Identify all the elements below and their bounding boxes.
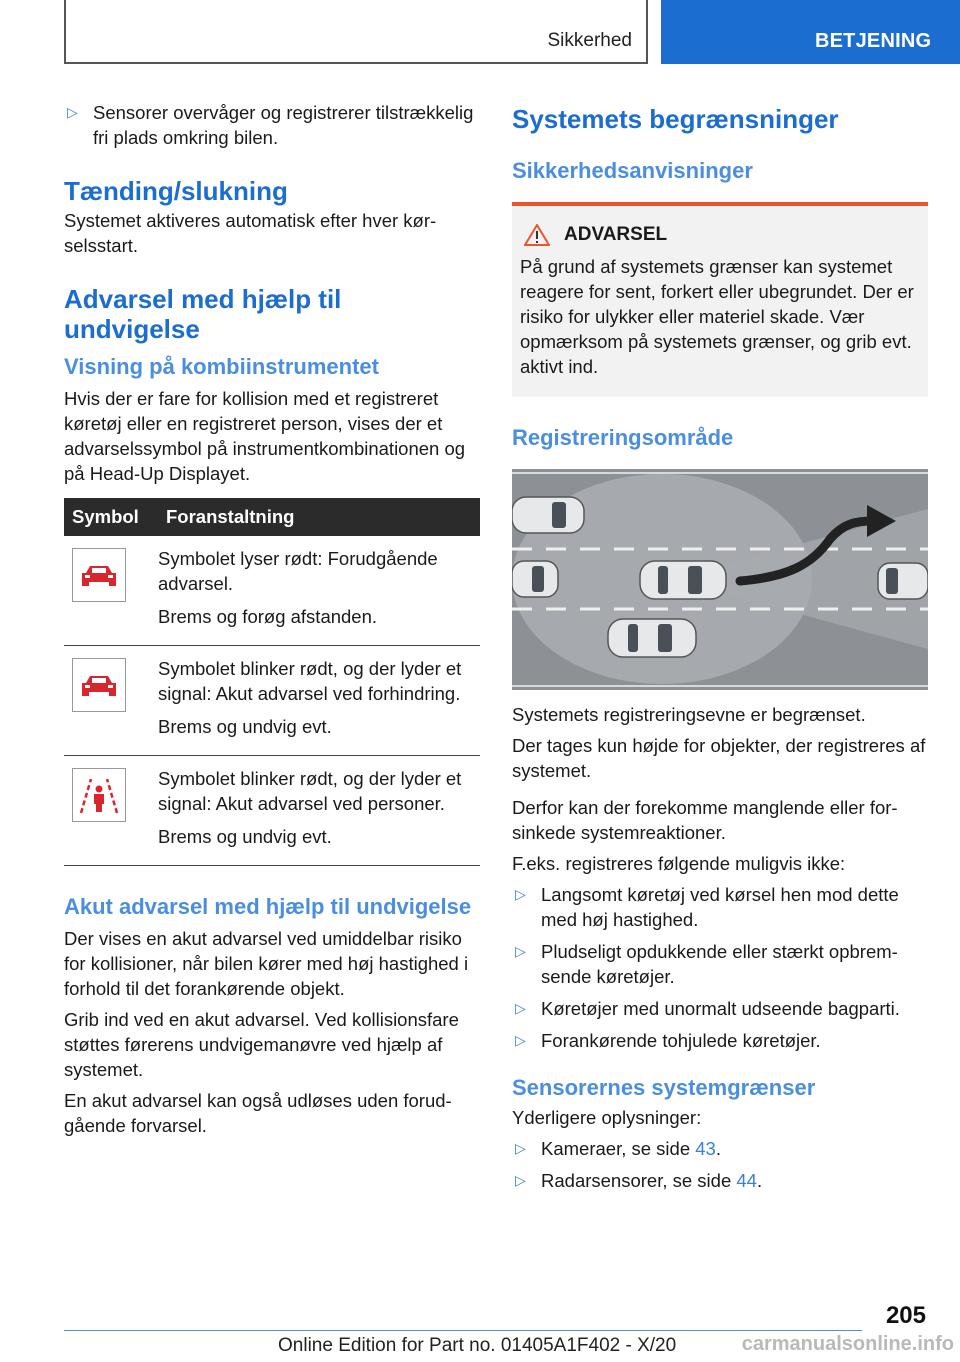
heading-registrering: Registreringsområde (512, 425, 734, 450)
page-link[interactable]: 43 (695, 1138, 716, 1159)
paragraph: F.eks. registreres følgende muligvis ikke: (512, 853, 846, 874)
header-section-box (64, 0, 648, 64)
bullet-triangle-icon: ▷ (515, 1140, 526, 1156)
warning-triangle-icon (524, 224, 550, 246)
paragraph: Hvis der er fare for kollision med et registreret køretøj eller en registreret person, vises der et advarselssymbol på instrumentkombinationen og på Head-Up Displayet. (64, 388, 466, 484)
warning-title: ADVARSEL (520, 224, 920, 246)
heading-sikkerhed: Sikkerhedsanvisninger (512, 158, 753, 183)
table-header-action: Foranstaltning (158, 498, 480, 536)
bullet-triangle-icon: ▷ (515, 1000, 526, 1016)
table-cell-action: Brems og undvig evt. (158, 716, 332, 737)
heading-visning: Visning på kombiinstrumentet (64, 354, 379, 379)
symbol-table (64, 498, 480, 866)
list-item: ▷ Forankørende tohjulede køretøjer. (515, 1030, 821, 1051)
right-column (512, 100, 928, 1200)
paragraph: Der vises en akut advarsel ved umiddelbar risiko for kollisioner, når bilen kører med høj hastighed i forhold til det forankørende objekt. (64, 928, 469, 999)
paragraph: Der tages kun højde for objekter, der registreres af systemet. (512, 735, 926, 781)
footer-divider (64, 1330, 862, 1331)
warning-text: På grund af systemets grænser kan systemet reagere for sent, forkert eller ubegrundet. Der er risiko for ulykker eller materiel skade. Vær opmærksom på systemets grænser, og grib evt. aktivt ind. (520, 256, 914, 377)
paragraph: Grib ind ved en akut advarsel. Ved kollisionsfare støttes førerens undvigemanøvre ved hjælp af systemet. (64, 1009, 459, 1080)
heading-sensorer: Sensorernes systemgrænser (512, 1075, 816, 1100)
page-link[interactable]: 44 (736, 1170, 757, 1191)
person-warning-icon (72, 768, 126, 822)
list-item: ▷ Køretøjer med unormalt udseende bagparti. (515, 998, 900, 1019)
footer-edition: Online Edition for Part no. 01405A1F402 - X/20 (278, 1335, 677, 1356)
table-cell-text: Symbolet blinker rødt, og der lyder et signal: Akut advarsel ved personer. (158, 768, 462, 814)
paragraph: Systemet aktiveres automatisk efter hver kørselsstart. (64, 210, 437, 256)
car-warning-icon (72, 548, 126, 602)
heading-akut: Akut advarsel med hjælp til undvigelse (64, 894, 472, 919)
bullet-triangle-icon: ▷ (515, 886, 526, 902)
table-cell-action: Brems og undvig evt. (158, 826, 332, 847)
table-row (64, 756, 480, 866)
list-item: ▷ Radarsensorer, se side 44. (515, 1170, 763, 1191)
list-item: ▷ Sensorer overvåger og registrerer tilstrækkelig fri plads omkring bilen. (67, 102, 474, 148)
header-chapter-tab[interactable]: BETJENING (661, 0, 960, 64)
bullet-triangle-icon: ▷ (515, 943, 526, 959)
paragraph: Derfor kan der forekomme manglende eller forsinkede systemreaktioner. (512, 797, 898, 843)
car-warning-icon (72, 658, 126, 712)
paragraph: En akut advarsel kan også udløses uden forudgående forvarsel. (64, 1090, 452, 1136)
paragraph: Systemets registreringsevne er begrænset. (512, 704, 866, 725)
header-section-title: Sikkerhed (547, 30, 632, 51)
list-item: ▷ Langsomt køretøj ved kørsel hen mod dette med høj hastighed. (515, 884, 899, 930)
bullet-triangle-icon: ▷ (67, 104, 78, 120)
heading-tending: Tænding/slukning (64, 176, 288, 206)
paragraph: Yderligere oplysninger: (512, 1107, 702, 1128)
table-cell-text: Symbolet blinker rødt, og der lyder et signal: Akut advarsel ved forhindring. (158, 658, 462, 704)
table-cell-text: Symbolet lyser rødt: Forudgående advarsel. (158, 548, 438, 594)
heading-advarsel: Advarsel med hjælp til undvigelse (64, 284, 342, 344)
table-header-symbol: Symbol (64, 498, 158, 536)
table-row (64, 646, 480, 756)
watermark: carmanualsonline.info (741, 1333, 954, 1355)
left-column (64, 100, 480, 1144)
heading-begraensninger: Systemets begrænsninger (512, 104, 839, 134)
bullet-triangle-icon: ▷ (515, 1172, 526, 1188)
table-row (64, 536, 480, 646)
page-number: 205 (885, 1302, 926, 1329)
detection-range-illustration (512, 469, 928, 690)
bullet-triangle-icon: ▷ (515, 1032, 526, 1048)
table-cell-action: Brems og forøg afstanden. (158, 606, 378, 627)
list-item: ▷ Kameraer, se side 43. (515, 1138, 721, 1159)
warning-box (512, 202, 928, 397)
list-item: ▷ Pludseligt opdukkende eller stærkt opbremsende køretøjer. (515, 941, 898, 987)
